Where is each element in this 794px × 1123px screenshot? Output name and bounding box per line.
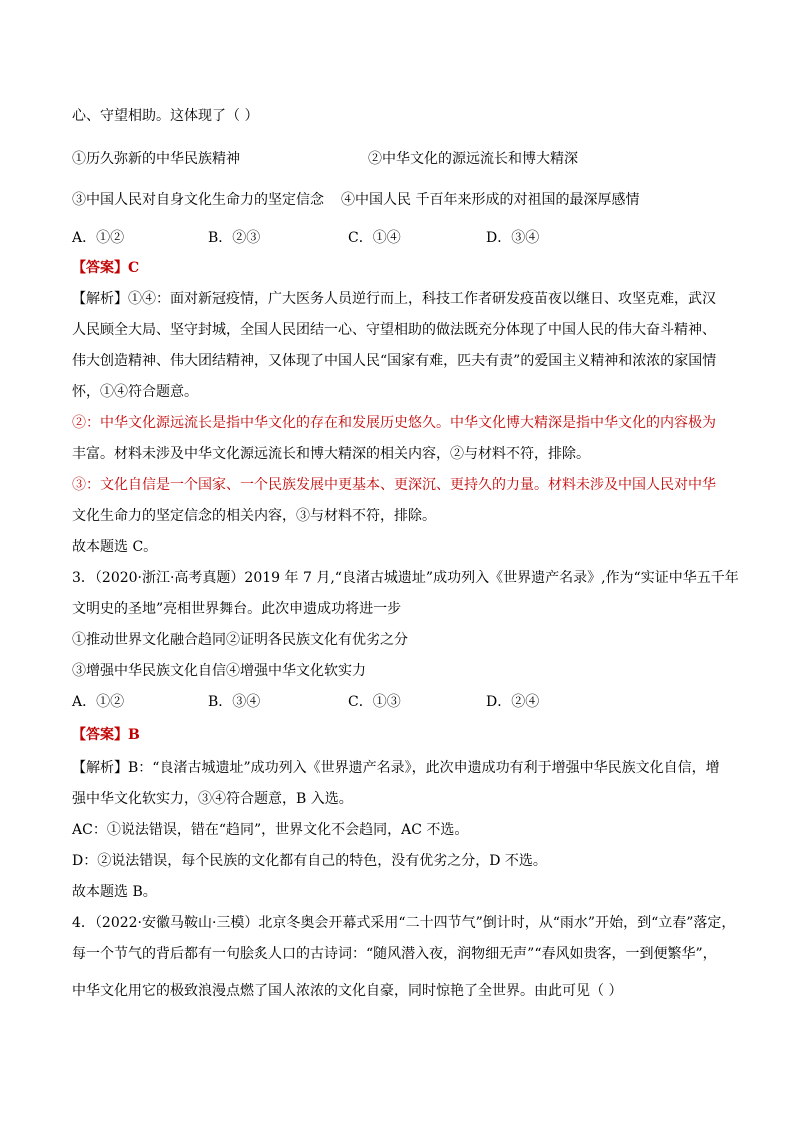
q2-answer: 【答案】C [72, 260, 140, 276]
q2-option-d: D．③④ [486, 230, 540, 246]
q3-red-line-1: AC：①说法错误，错在“趋同”，世界文化不会趋同，AC 不选。 [72, 822, 469, 838]
q2-statement-3: ③中国人民对自身文化生命力的坚定信念 [72, 192, 324, 208]
q2-red-line-3: ③：文化自信是一个国家、一个民族发展中更基本、更深沉、更持久的力量。材料未涉及中国人民对中华 [72, 477, 716, 493]
q2-conclusion: 故本题选 C。 [72, 539, 158, 555]
q2-analysis-line-2: 人民顾全大局、坚守封城，全国人民团结一心、守望相助的做法既充分体现了中国人民的伟大奋斗精神、 [72, 322, 716, 338]
q3-statements-1-2: ①推动世界文化融合趋同②证明各民族文化有优劣之分 [72, 632, 408, 648]
q3-option-c: C．①③ [348, 694, 401, 710]
q2-option-c: C．①④ [348, 230, 401, 246]
q3-stem-line-2: 文明史的圣地”亮相世界舞台。此次申遗成功将进一步 [72, 601, 402, 617]
q2-analysis-line-1: 【解析】①④：面对新冠疫情，广大医务人员逆行而上，科技工作者研发疫苗夜以继日、攻坚克难，武汉 [72, 291, 716, 307]
q2-red-line-4: 文化生命力的坚定信念的相关内容，③与材料不符，排除。 [72, 508, 436, 524]
q3-answer: 【答案】B [72, 727, 140, 743]
q3-conclusion: 故本题选 B。 [72, 884, 157, 900]
q3-analysis-line-2: 强中华文化软实力，③④符合题意，B 入选。 [72, 791, 353, 807]
q3-option-a: A．①② [72, 694, 125, 710]
q3-option-d: D．②④ [486, 694, 540, 710]
q4-stem-line-1: 4．（2022·安徽马鞍山·三模）北京冬奥会开幕式采用“二十四节气”倒计时，从“雨水”开始，到“立春”落定， [72, 915, 736, 931]
q3-statements-3-4: ③增强中华民族文化自信④增强中华文化软实力 [72, 663, 366, 679]
q2-options [72, 228, 692, 248]
q2-statement-1: ①历久弥新的中华民族精神 [72, 151, 240, 167]
q2-analysis-line-3: 伟大创造精神、伟大团结精神，又体现了中国人民“国家有难，匹夫有责”的爱国主义精神和浓浓的家国情 [72, 353, 717, 369]
q4-stem-line-3: 中华文化用它的极致浪漫点燃了国人浓浓的文化自豪，同时惊艳了全世界。由此可见（ ） [72, 983, 623, 999]
q2-statement-2: ②中华文化的源远流长和博大精深 [368, 151, 578, 167]
q2-red-line-1: ②：中华文化源远流长是指中华文化的存在和发展历史悠久。中华文化博大精深是指中华文化的内容极为 [72, 415, 716, 431]
q2-analysis-line-4: 怀，①④符合题意。 [72, 384, 198, 400]
q3-stem-line-1: 3．（2020·浙江·高考真题）2019 年 7 月,“良渚古城遗址”成功列入《世界遗产名录》,作为“实证中华五千年 [72, 570, 739, 586]
q3-options [72, 692, 692, 712]
q2-option-b: B．②③ [208, 230, 261, 246]
q2-red-line-2: 丰富。材料未涉及中华文化源远流长和博大精深的相关内容，②与材料不符，排除。 [72, 446, 590, 462]
q3-option-b: B．③④ [208, 694, 261, 710]
q2-option-a: A．①② [72, 230, 125, 246]
q3-red-line-2: D：②说法错误，每个民族的文化都有自己的特色，没有优劣之分，D 不选。 [72, 853, 547, 869]
q3-analysis-line-1: 【解析】B：“良渚古城遗址”成功列入《世界遗产名录》，此次申遗成功有利于增强中华民族文化自信，增 [72, 760, 720, 776]
q2-statement-4: ④中国人民 千百年来形成的对祖国的最深厚感情 [341, 192, 640, 208]
q4-stem-line-2: 每一个节气的背后都有一句脍炙人口的古诗词：“随风潜入夜，润物细无声”“春风如贵客，一到便繁华”， [72, 946, 717, 962]
q2-stem-end: 心、守望相助。这体现了（ ） [72, 108, 259, 124]
